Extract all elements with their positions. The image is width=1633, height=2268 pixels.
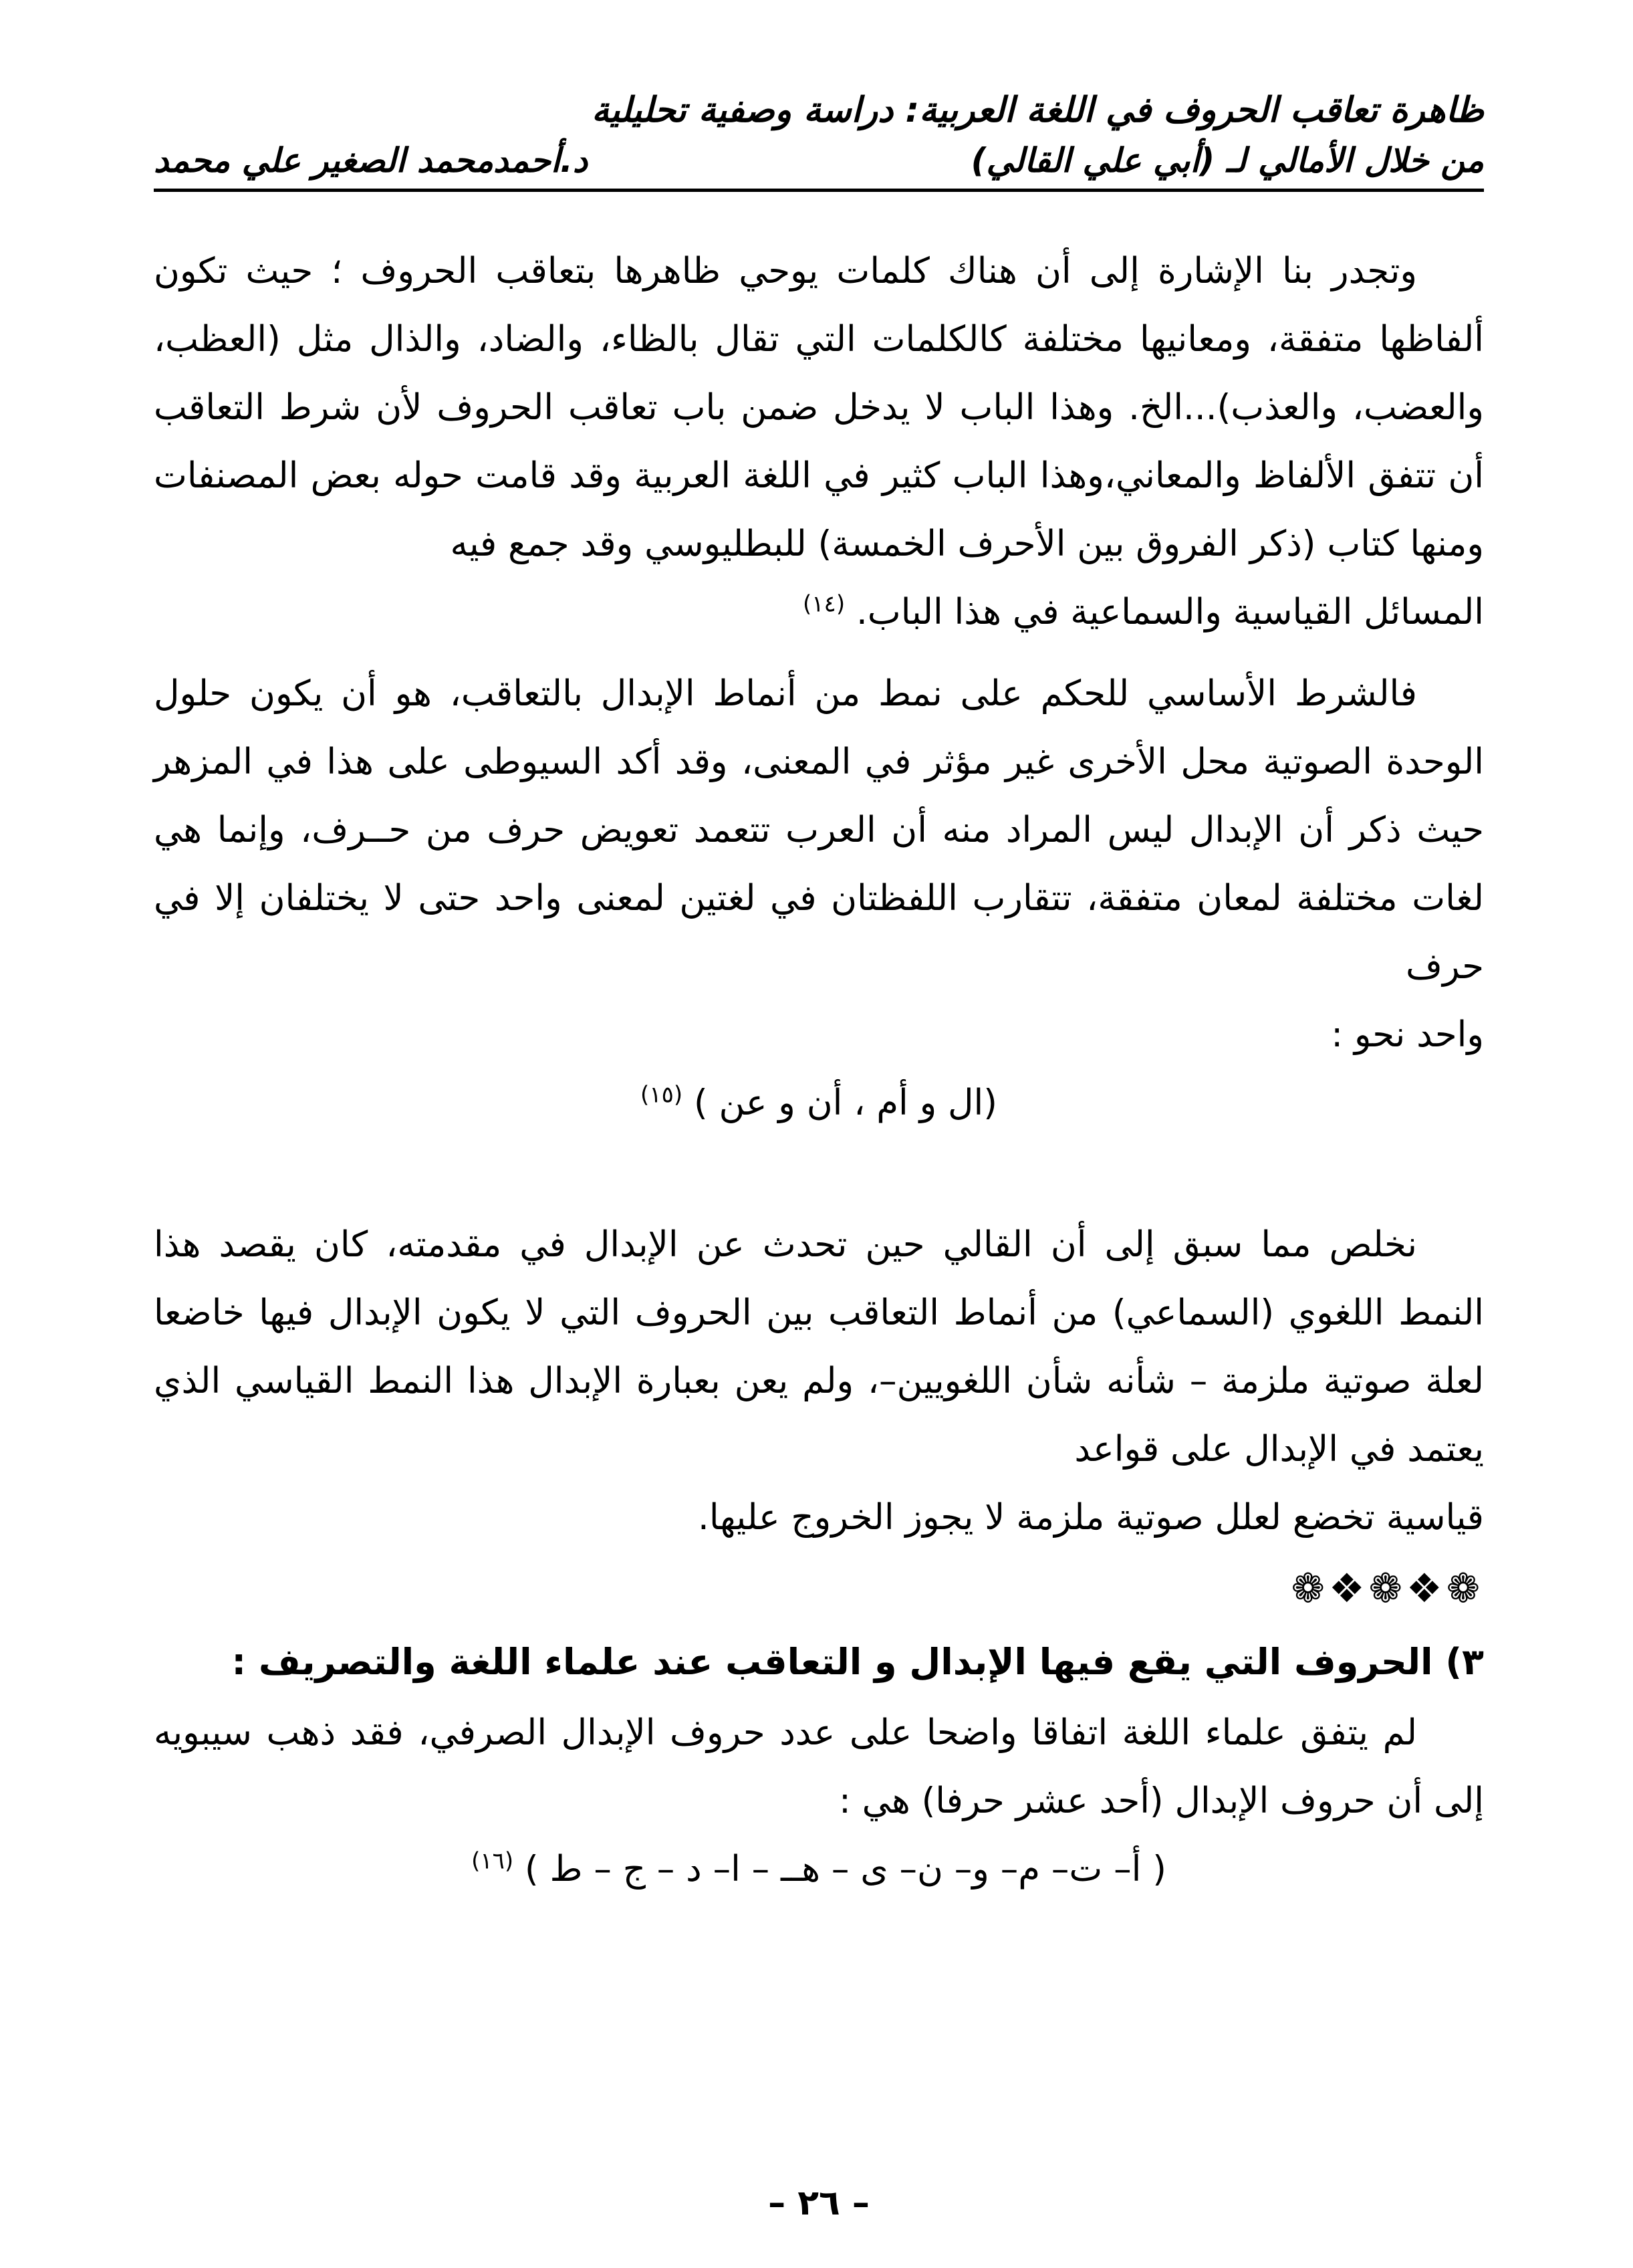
paragraph-1-last-text: المسائل القياسية والسماعية في هذا الباب. <box>856 592 1484 633</box>
paragraph-1 <box>154 237 1484 647</box>
page-number: – ٢٦ – <box>768 2183 870 2223</box>
example-1 <box>154 1069 1484 1137</box>
example-2-text: ( أ– ت– م– و– ن– ى – هــ – ا– د – ج – ط ) <box>525 1849 1166 1890</box>
paragraph-2-text: فالشرط الأساسي للحكم على نمط من أنماط الإبدال بالتعاقب، هو أن يكون حلول الوحدة الصوتية محل الأخرى غير مؤثر في المعنى، وقد أكد السيوطى على هذا في المزهر حيث ذكر أن الإبدال ليس المراد منه أن العرب تتعمد تعويض حرف من حــرف، وإنما هي لغات مختلفة لمعان متفقة، تتقارب اللفظتان في لغتين لمعنى واحد حتى لا يختلفان إلا في حرف <box>154 673 1484 987</box>
paragraph-4 <box>154 1699 1484 1835</box>
ornament-divider: ❁❖❁❖❁ <box>1291 1565 1484 1612</box>
header-source: من خلال الأمالي لـ (أبي علي القالي) <box>971 141 1484 180</box>
paragraph-3 <box>154 1211 1484 1552</box>
paragraph-2 <box>154 660 1484 1069</box>
header-divider <box>154 189 1484 192</box>
footnote-ref-14[interactable]: (١٤) <box>803 590 846 618</box>
section-heading: ٣) الحروف التي يقع فيها الإبدال و التعاقب عند علماء اللغة والتصريف : <box>231 1641 1484 1683</box>
paragraph-1-text: وتجدر بنا الإشارة إلى أن هناك كلمات يوحي ظاهرها بتعاقب الحروف ؛ حيث تكون ألفاظها متفقة، ومعانيها مختلفة كالكلمات التي تقال بالظاء، والضاد، والذال مثل (العظب، والعضب، والعذب)...الخ. وهذا الباب لا يدخل ضمن باب تعاقب الحروف لأن شرط التعاقب أن تتفق الألفاظ والمعاني،وهذا الباب كثير في اللغة العربية وقد قامت حوله بعض المصنفات ومنها كتاب (ذكر الفروق بين الأحرف الخمسة) للبطليوسي وقد جمع فيه <box>154 251 1484 564</box>
body-text <box>154 237 1484 1904</box>
header-subtitle-row <box>154 137 1484 184</box>
paragraph-2-last-line: واحد نحو : <box>1331 1014 1484 1055</box>
footnote-ref-16[interactable]: (١٦) <box>471 1847 514 1875</box>
document-page <box>154 87 1484 2227</box>
paragraph-4-text: لم يتفق علماء اللغة اتفاقا واضحا على عدد حروف الإبدال الصرفي، فقد ذهب سيبويه إلى أن حروف الإبدال (أحد عشر حرفا) هي : <box>154 1712 1484 1821</box>
paragraph-3-last-line: قياسية تخضع لعلل صوتية ملزمة لا يجوز الخروج عليها. <box>697 1497 1484 1538</box>
header-author: د.أحمدمحمد الصغير علي محمد <box>154 141 588 180</box>
paragraph-1-last-line <box>154 578 1484 647</box>
footnote-ref-15[interactable]: (١٥) <box>640 1081 683 1109</box>
running-header <box>154 87 1484 187</box>
header-title: ظاهرة تعاقب الحروف في اللغة العربية: دراسة وصفية تحليلية <box>592 90 1484 130</box>
example-1-text: (ال و أم ، أن و عن ) <box>693 1083 997 1123</box>
example-2 <box>154 1835 1484 1904</box>
paragraph-3-text: نخلص مما سبق إلى أن القالي حين تحدث عن الإبدال في مقدمته، كان يقصد هذا النمط اللغوي (السماعي) من أنماط التعاقب بين الحروف التي لا يكون الإبدال فيها خاضعا لعلة صوتية ملزمة – شأنه شأن اللغويين–، ولم يعن بعبارة الإبدال هذا النمط القياسي الذي يعتمد في الإبدال على قواعد <box>154 1224 1484 1470</box>
